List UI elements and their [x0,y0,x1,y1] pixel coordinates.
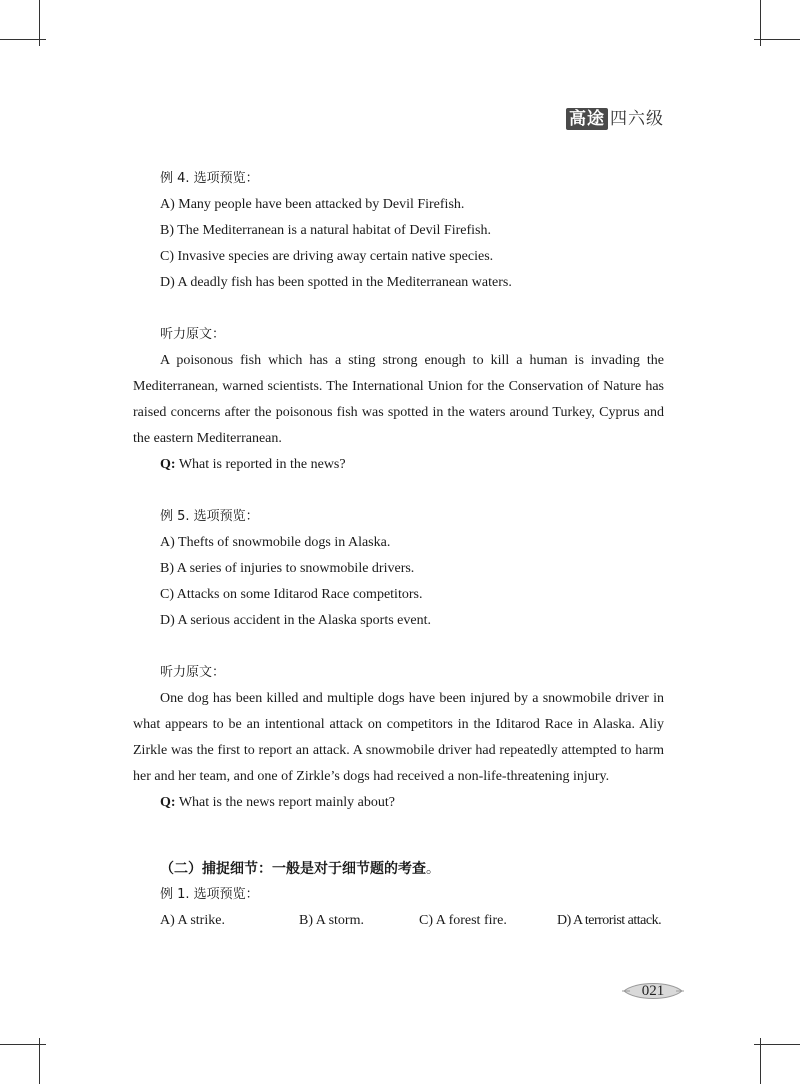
example4-option-b: B) The Mediterranean is a natural habitat of Devil Firefish. [160,223,491,238]
section2-example1-option-b: B) A storm. [299,913,364,928]
example5-option-a: A) Thefts of snowmobile dogs in Alaska. [160,535,391,550]
example5-transcript: One dog has been killed and multiple dogs have been injured by a snowmobile driver in what appears to be an intentional attack on competitors in the Iditarod Race in Alaska. Aliy Zirkle was the first to report an attack. A snowmobile driver had repeatedly attempted to harm her and her team, and one of Zirkle’s dogs had received a non-life-threatening injury. [133,691,664,784]
example5-question [133,790,664,816]
section2-title [133,856,664,882]
crop-mark-top-right-h [754,39,800,40]
crop-mark-bottom-right-h [754,1044,800,1045]
example5-label: 例 5. 选项预览： [160,509,259,524]
page-number-badge [622,978,684,1004]
section2-title-tail: 。 [426,861,440,877]
example5-question-text: What is the news report mainly about? [178,795,395,810]
section2-example1-option-c: C) A forest fire. [419,913,507,928]
header-logo [566,108,664,130]
section2-example1-option-a: A) A strike. [160,913,225,928]
crop-mark-bottom-left-h [0,1044,46,1045]
section2-title-text: （二）捕捉细节：一般是对于细节题的考查 [160,861,426,877]
section2-example1-option-d: D) A terrorist attack. [557,913,662,928]
example4-option-d: D) A deadly fish has been spotted in the Mediterranean waters. [160,275,512,290]
logo-text: 四六级 [610,109,664,129]
main-content [133,166,664,934]
page-number: 021 [641,983,665,999]
example4-question-text: What is reported in the news? [178,457,346,472]
example4-q-label: Q: [160,457,176,472]
section2-example1-label: 例 1. 选项预览： [160,887,259,902]
example4-option-c: C) Invasive species are driving away certain native species. [160,249,494,264]
example5-option-d: D) A serious accident in the Alaska sports event. [160,613,431,628]
section2-example1-options [133,908,664,934]
example4-transcript-label: 听力原文： [160,327,226,342]
logo-box: 高途 [566,108,608,130]
example5-option-b: B) A series of injuries to snowmobile drivers. [160,561,415,576]
example5-transcript-label: 听力原文： [160,665,226,680]
example4-label: 例 4. 选项预览： [160,171,259,186]
example4-question [133,452,664,478]
crop-mark-top-left-h [0,39,46,40]
example4-option-a: A) Many people have been attacked by Devil Firefish. [160,197,465,212]
example5-option-c: C) Attacks on some Iditarod Race competitors. [160,587,423,602]
example5-q-label: Q: [160,795,176,810]
example4-transcript: A poisonous fish which has a sting strong enough to kill a human is invading the Mediterranean, warned scientists. The International Union for the Conservation of Nature has raised concerns after the poisonous fish was spotted in the waters around Turkey, Cyprus and the eastern Mediterranean. [133,353,664,446]
